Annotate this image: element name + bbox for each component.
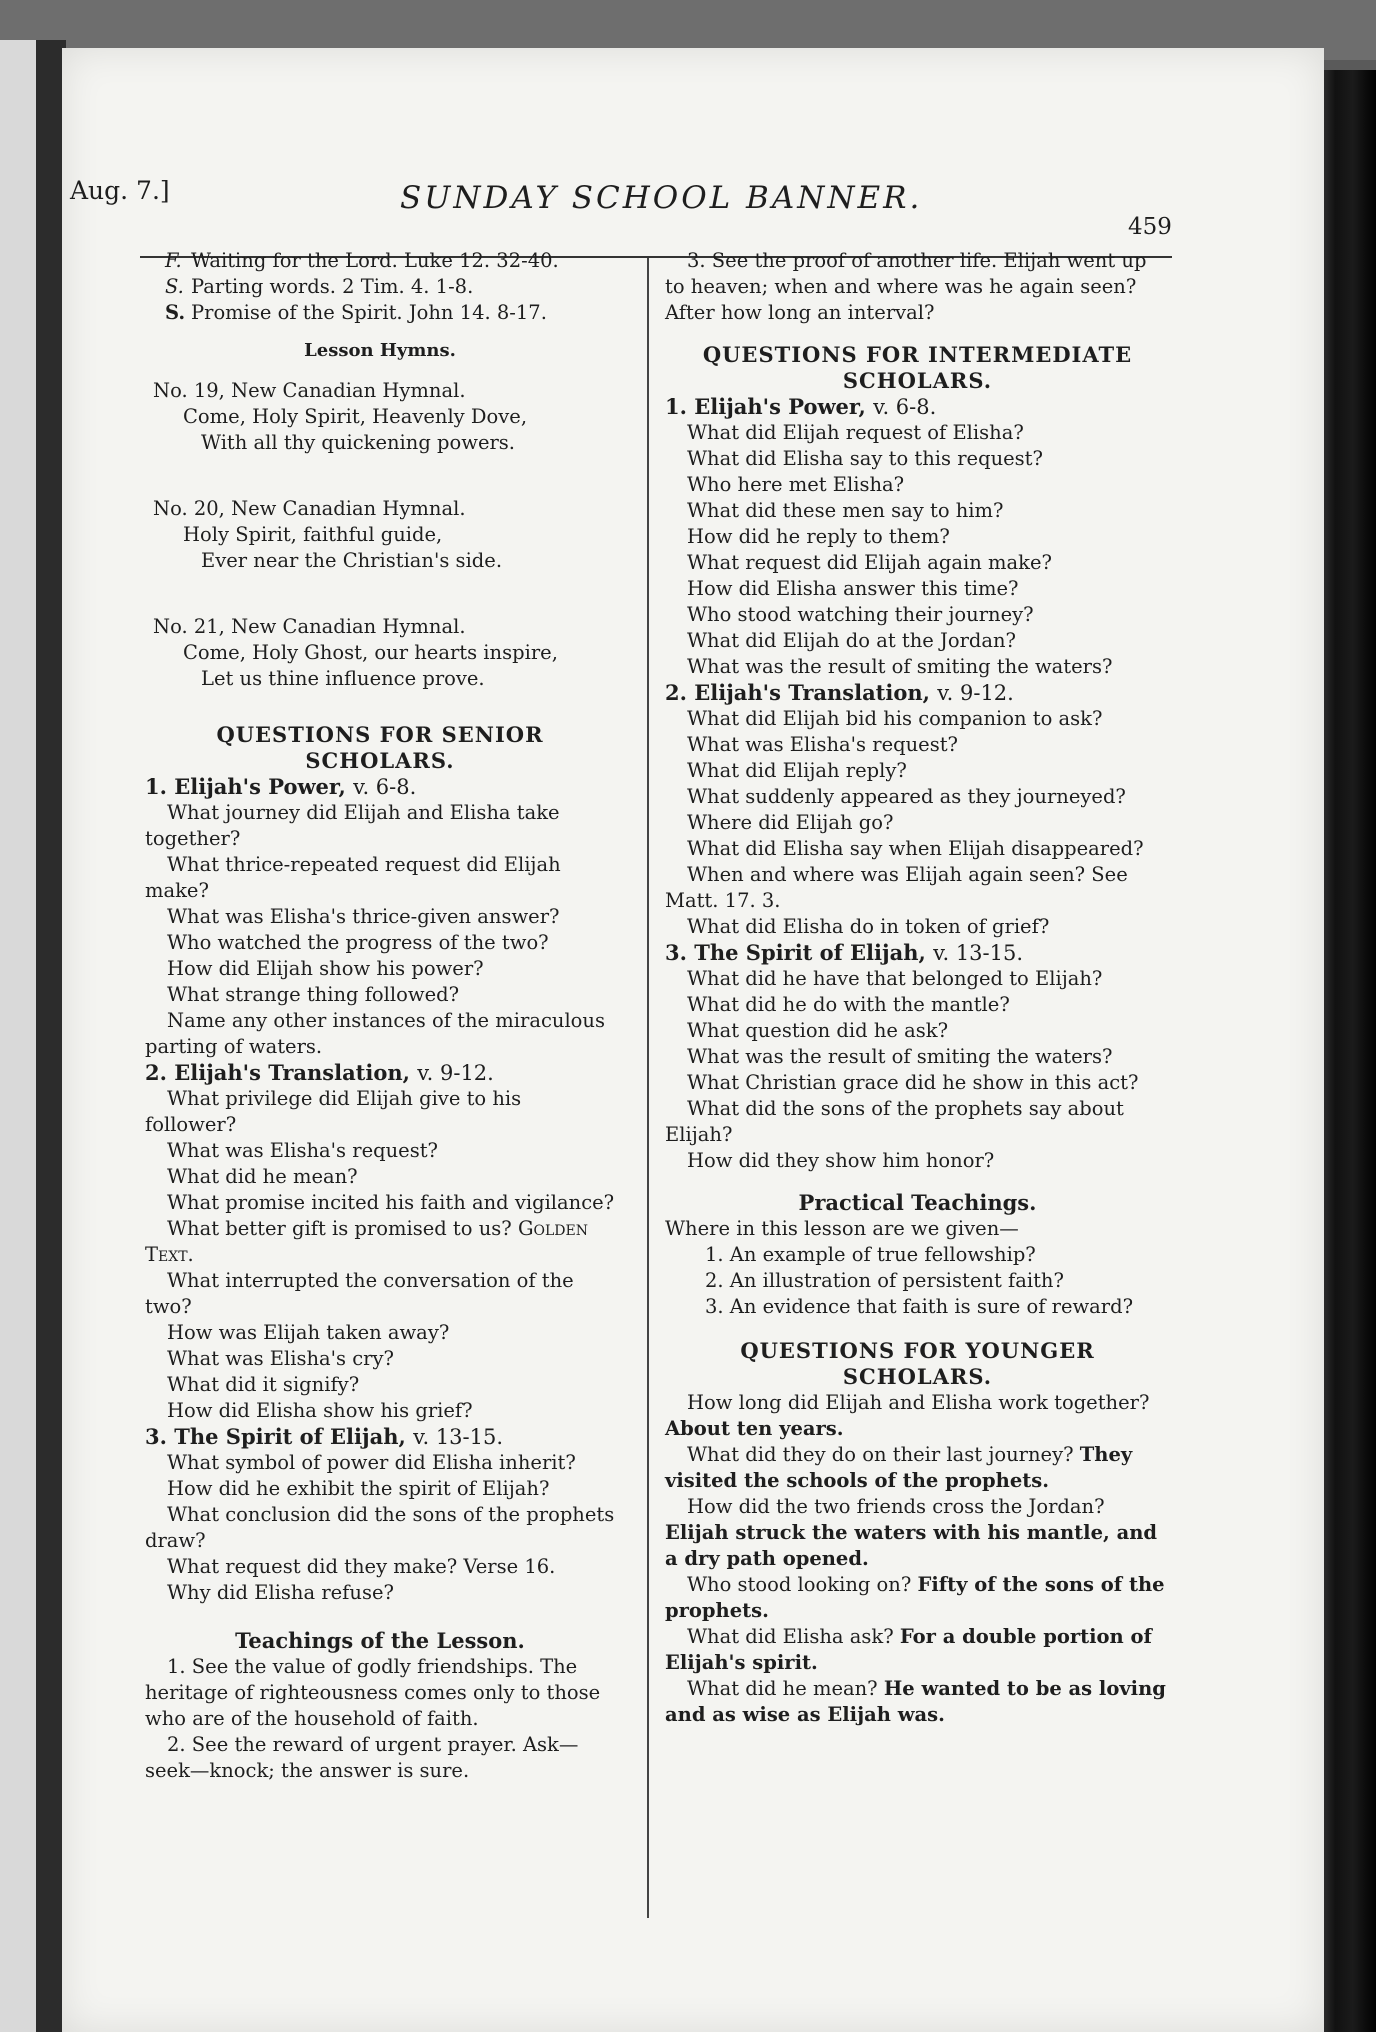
issue-date: Aug. 7.]	[70, 176, 170, 205]
question: What did Elisha say to this request?	[687, 447, 1043, 470]
question: What better gift is promised to us? Golden Text.	[145, 1217, 588, 1266]
question: What symbol of power did Elisha inherit?	[167, 1451, 576, 1474]
question: Name any other instances of the miraculous parting of waters.	[145, 1009, 605, 1058]
question: How did he exhibit the spirit of Elijah?	[167, 1477, 550, 1500]
section-heading: 2. Elijah's Translation, v. 9-12.	[145, 1060, 494, 1085]
question: What Christian grace did he show in this act?	[687, 1071, 1139, 1094]
question: What did Elisha say when Elijah disappeared?	[687, 837, 1144, 860]
question: How did Elijah show his power?	[167, 957, 484, 980]
question: What strange thing followed?	[167, 983, 460, 1006]
practical-item: 2. An illustration of persistent faith?	[705, 1269, 1064, 1292]
question: Who stood watching their journey?	[687, 603, 1034, 626]
golden-text-ref: Golden Text.	[145, 1217, 588, 1266]
facing-page-edge	[0, 40, 36, 2032]
hymn-entry: No. 21, New Canadian Hymnal. Come, Holy Ghost, our hearts inspire, Let us thine influence prove.	[153, 615, 558, 690]
question: What was the result of smiting the waters?	[687, 1045, 1113, 1068]
question: What did it signify?	[167, 1373, 360, 1396]
reading-line: F. Waiting for the Lord. Luke 12. 32-40.	[165, 249, 559, 272]
question: How did Elisha show his grief?	[167, 1399, 473, 1422]
question: What conclusion did the sons of the prophets draw?	[145, 1503, 615, 1552]
column-divider	[647, 258, 649, 1918]
younger-heading: QUESTIONS FOR YOUNGER	[740, 1338, 1095, 1363]
section-heading: 2. Elijah's Translation, v. 9-12.	[665, 680, 1014, 705]
qa-item: Who stood looking on? Fifty of the sons of the prophets.	[665, 1573, 1165, 1622]
question: What interrupted the conversation of the two?	[145, 1269, 574, 1318]
hymn-entry: No. 20, New Canadian Hymnal. Holy Spirit, faithful guide, Ever near the Christian's side.	[153, 497, 503, 572]
question: What did the sons of the prophets say about Elijah?	[665, 1097, 1124, 1146]
practical-item: 3. An evidence that faith is sure of reward?	[705, 1295, 1134, 1318]
section-heading: 3. The Spirit of Elijah, v. 13-15.	[665, 940, 1024, 965]
teachings-heading: Teachings of the Lesson.	[235, 1628, 525, 1653]
page-number: 459	[1128, 214, 1172, 240]
question: What request did they make? Verse 16.	[167, 1555, 556, 1578]
question: How did he reply to them?	[687, 525, 950, 548]
question: What did these men say to him?	[687, 499, 1004, 522]
question: What did he do with the mantle?	[687, 993, 1010, 1016]
question: What did he mean?	[167, 1165, 358, 1188]
question: What did Elisha do in token of grief?	[687, 915, 1050, 938]
question: Who watched the progress of the two?	[167, 931, 549, 954]
qa-item: What did Elisha ask? For a double portion of Elijah's spirit.	[665, 1625, 1152, 1674]
qa-item: What did they do on their last journey? They visited the schools of the prophets.	[665, 1443, 1133, 1492]
question: When and where was Elijah again seen? See Matt. 17. 3.	[665, 863, 1128, 912]
question: What was Elisha's request?	[167, 1139, 438, 1162]
question: What journey did Elijah and Elisha take together?	[145, 801, 560, 850]
intermediate-heading-2: SCHOLARS.	[842, 368, 993, 393]
practical-item: 1. An example of true fellowship?	[705, 1243, 1036, 1266]
question: How was Elijah taken away?	[167, 1321, 450, 1344]
question: What was Elisha's request?	[687, 733, 958, 756]
book-edge	[1318, 70, 1376, 2032]
question: What privilege did Elijah give to his follower?	[145, 1087, 522, 1136]
practical-heading: Practical Teachings.	[798, 1190, 1037, 1215]
teaching-item: 2. See the reward of urgent prayer. Ask—seek—knock; the answer is sure.	[145, 1733, 579, 1782]
question: What was Elisha's cry?	[167, 1347, 394, 1370]
qa-item: How did the two friends cross the Jordan? Elijah struck the waters with his mantle, and a dry path opened.	[665, 1495, 1158, 1570]
senior-heading: QUESTIONS FOR SENIOR SCHOLARS.	[216, 722, 544, 773]
daily-readings	[145, 248, 615, 326]
question: What request did Elijah again make?	[687, 551, 1052, 574]
hymn-entry: No. 19, New Canadian Hymnal. Come, Holy Spirit, Heavenly Dove, With all thy quickening powers.	[153, 379, 528, 454]
question: What was Elisha's thrice-given answer?	[167, 905, 560, 928]
question: What was the result of smiting the waters?	[687, 655, 1113, 678]
question: Where did Elijah go?	[687, 811, 894, 834]
reading-line: S. Parting words. 2 Tim. 4. 1-8.	[165, 275, 474, 298]
running-header	[70, 120, 1190, 240]
teaching-item: 1. See the value of godly friendships. The heritage of righteousness comes only to those who are of the household of faith.	[145, 1655, 601, 1730]
section-heading: 1. Elijah's Power, v. 6-8.	[665, 394, 937, 419]
younger-heading-2: SCHOLARS.	[842, 1364, 993, 1389]
left-column	[145, 248, 615, 1784]
question: What thrice-repeated request did Elijah make?	[145, 853, 561, 902]
question: What did he have that belonged to Elijah?	[687, 967, 1103, 990]
question: How did Elisha answer this time?	[687, 577, 1019, 600]
teaching-item: 3. See the proof of another life. Elijah went up to heaven; when and where was he again seen? After how long an interval?	[665, 249, 1147, 324]
periodical-title: SUNDAY SCHOOL BANNER.	[400, 180, 923, 216]
section-heading: 1. Elijah's Power, v. 6-8.	[145, 774, 417, 799]
hymns-heading: Lesson Hymns.	[304, 340, 456, 361]
right-column	[665, 248, 1170, 1728]
question: What promise incited his faith and vigilance?	[167, 1191, 615, 1214]
question: What did Elijah request of Elisha?	[687, 421, 1024, 444]
question: What suddenly appeared as they journeyed?	[687, 785, 1126, 808]
question: Why did Elisha refuse?	[167, 1581, 394, 1604]
intermediate-heading: QUESTIONS FOR INTERMEDIATE	[702, 342, 1133, 367]
reading-line: S. Promise of the Spirit. John 14. 8-17.	[165, 301, 547, 324]
question: What did Elijah bid his companion to ask?	[687, 707, 1103, 730]
question: What did Elijah do at the Jordan?	[687, 629, 1017, 652]
question: What question did he ask?	[687, 1019, 949, 1042]
practical-intro: Where in this lesson are we given—	[665, 1217, 1019, 1240]
section-heading: 3. The Spirit of Elijah, v. 13-15.	[145, 1424, 504, 1449]
qa-item: What did he mean? He wanted to be as loving and as wise as Elijah was.	[665, 1677, 1166, 1726]
qa-item: How long did Elijah and Elisha work together? About ten years.	[665, 1391, 1150, 1440]
question: How did they show him honor?	[687, 1149, 995, 1172]
question: What did Elijah reply?	[687, 759, 907, 782]
question: Who here met Elisha?	[687, 473, 905, 496]
